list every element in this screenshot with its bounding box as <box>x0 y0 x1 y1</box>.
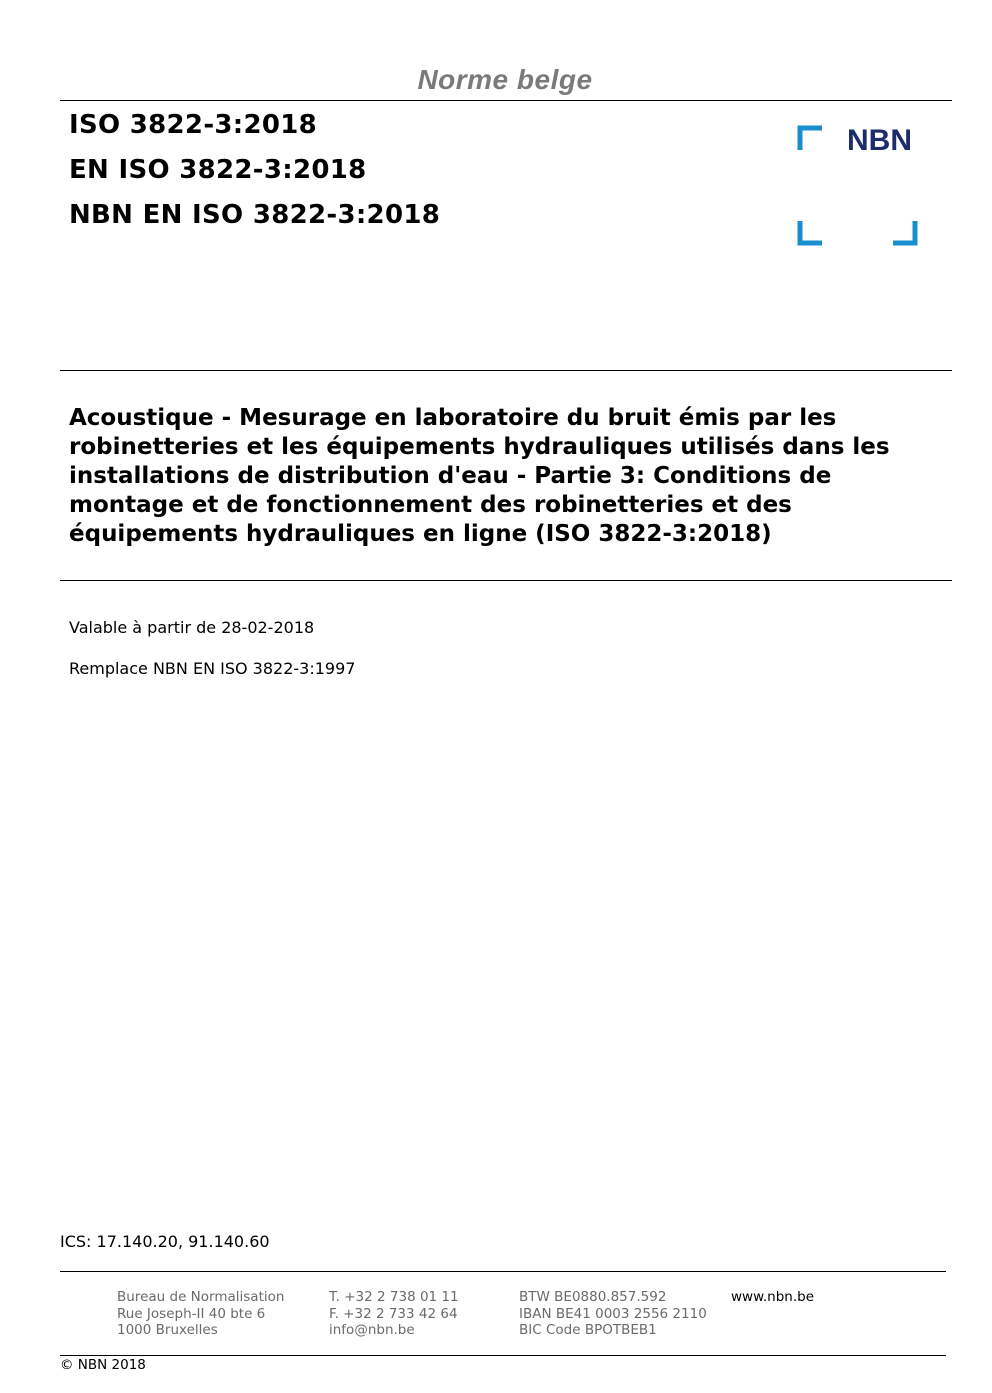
header-title: Norme belge <box>417 64 593 95</box>
footer-phone: T. +32 2 738 01 11 <box>329 1289 459 1305</box>
footer-bic: BIC Code BPOTBEB1 <box>519 1322 657 1338</box>
footer-contact <box>329 1289 459 1339</box>
footer-address-line: 1000 Bruxelles <box>117 1322 218 1338</box>
document-title <box>69 404 949 549</box>
footer-email[interactable]: info@nbn.be <box>329 1322 415 1338</box>
footer-vat: BTW BE0880.857.592 <box>519 1289 667 1305</box>
copyright: © NBN 2018 <box>60 1357 146 1373</box>
nbn-logo-icon <box>795 123 925 249</box>
header-divider <box>60 100 952 101</box>
title-bottom-divider <box>60 580 952 581</box>
footer-website[interactable]: www.nbn.be <box>731 1289 815 1305</box>
title-line: Acoustique - Mesurage en laboratoire du bruit émis par les <box>69 405 837 431</box>
title-line: installations de distribution d'eau - Partie 3: Conditions de <box>69 463 832 489</box>
title-line: équipements hydrauliques en ligne (ISO 3822-3:2018) <box>69 521 772 547</box>
footer-top-divider <box>60 1271 946 1272</box>
title-line: robinetteries et les équipements hydrauliques utilisés dans les <box>69 434 890 460</box>
footer-iban: IBAN BE41 0003 2556 2110 <box>519 1305 707 1322</box>
footer-address-line: Rue Joseph-II 40 bte 6 <box>117 1305 266 1322</box>
valid-from: Valable à partir de 28-02-2018 <box>69 618 315 637</box>
footer-bottom-divider <box>60 1355 946 1356</box>
replaces: Remplace NBN EN ISO 3822-3:1997 <box>69 659 356 678</box>
ics-codes: ICS: 17.140.20, 91.140.60 <box>60 1232 270 1251</box>
footer-address <box>117 1289 284 1339</box>
footer-fax: F. +32 2 733 42 64 <box>329 1305 458 1322</box>
title-line: montage et de fonctionnement des robinetteries et des <box>69 492 792 518</box>
logo-text: NBN <box>847 124 912 157</box>
footer-bank <box>519 1289 707 1339</box>
standard-en: EN ISO 3822-3:2018 <box>69 155 367 185</box>
title-top-divider <box>60 370 952 371</box>
standard-nbn: NBN EN ISO 3822-3:2018 <box>69 200 441 230</box>
footer-address-line: Bureau de Normalisation <box>117 1289 285 1305</box>
standard-iso: ISO 3822-3:2018 <box>69 110 318 140</box>
